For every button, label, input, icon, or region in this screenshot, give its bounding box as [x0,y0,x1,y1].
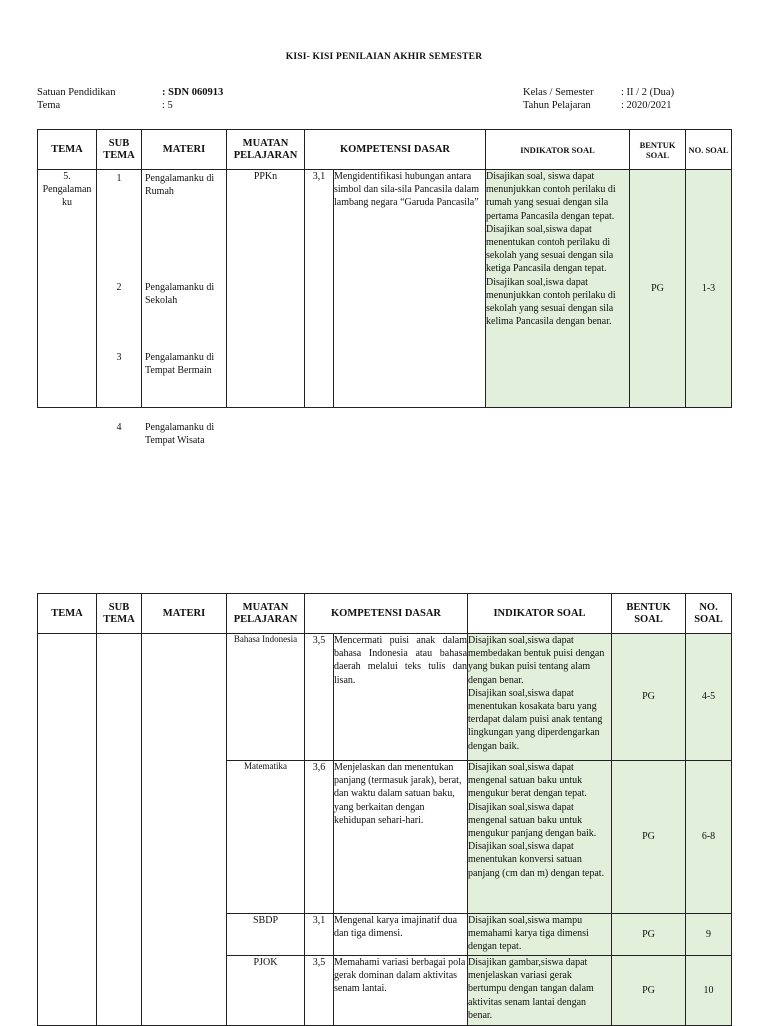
header-row [38,130,732,170]
indikator-item: Disajikan soal,siswa dapat membedakan bentuk puisi dengan yang bukan puisi tentang alam dengan benar. [468,635,605,686]
meta-label: Tema [37,100,61,111]
meta-value: : II / 2 (Dua) [621,87,675,98]
materi-cell [142,170,227,447]
header-muatan: MUATAN PELAJARAN [227,130,305,170]
header-materi: MATERI [142,130,227,170]
meta-row-satuan [37,86,223,99]
kd-text: Menjelaskan dan menentukan panjang (termasuk jarak), berat, dan waktu dalam satuan baku, yang berkaitan dengan kehidupan sehari-hari. [334,761,468,914]
subtema-item: 3 [116,352,122,363]
indikator-item: Disajikan soal,iswa dapat menunjukkan contoh perilaku di sekolah yang sesuai dengan sila kelima Pancasila dengan benar. [486,276,616,328]
no-soal-cell: 9 [686,914,732,956]
materi-cell [142,634,227,1026]
bentuk-cell: PG [630,170,686,408]
table-row [38,170,732,408]
subtema-item: 4 [116,422,122,433]
no-soal-cell: 10 [686,956,732,1026]
kd-text: Mencermati puisi anak dalam bahasa Indonesia atau bahasa daerah melalui teks tulis dan lisan. [334,634,468,761]
bentuk-cell: PG [612,956,686,1026]
page-title: KISI- KISI PENILAIAN AKHIR SEMESTER [285,52,483,62]
indikator-cell [486,170,630,408]
meta-row-tahun [523,99,674,112]
header-kd: KOMPETENSI DASAR [305,594,468,634]
indikator-cell [468,956,612,1026]
subtema-item: 1 [116,173,122,184]
bentuk-cell: PG [612,634,686,761]
muatan-cell: Bahasa Indonesia [227,634,305,761]
header-subtema: SUB TEMA [97,594,142,634]
header-indikator: INDIKATOR SOAL [486,130,630,170]
header-muatan: MUATAN PELAJARAN [227,594,305,634]
indikator-item: Disajikan soal,siswa dapat mengenal satuan baku untuk mengukur berat dengan tepat. [468,762,587,800]
materi-item: Pengalamanku di Sekolah [145,282,215,307]
header-no: NO. SOAL [686,594,732,634]
kd-number: 3,1 [305,914,334,956]
header-indikator: INDIKATOR SOAL [468,594,612,634]
no-soal-cell: 4-5 [686,634,732,761]
meta-row-kelas [523,86,674,99]
header-tema: TEMA [38,594,97,634]
table-row [38,634,732,761]
kd-number: 3,6 [305,761,334,914]
tema-cell [38,634,97,1026]
bentuk-cell: PG [612,761,686,914]
no-soal-cell: 6-8 [686,761,732,914]
muatan-cell: PJOK [227,956,305,1026]
tema-cell: 5. Pengalaman ku [38,170,97,408]
meta-value: : 5 [162,100,173,111]
header-subtema: SUB TEMA [97,130,142,170]
meta-label: Kelas / Semester [523,87,594,98]
indikator-item: Disajikan soal,siswa dapat menentukan kosakata baru yang terdapat dalam puisi anak tentang lingkungan yang diperdengarkan dengan baik. [468,687,603,752]
meta-value: : 2020/2021 [621,100,672,111]
header-tema: TEMA [38,130,97,170]
kd-text: Memahami variasi berbagai pola gerak dominan dalam aktivitas senam lantai. [334,956,468,1026]
kd-number: 3,5 [305,634,334,761]
header-bentuk: BENTUK SOAL [630,130,686,170]
indikator-cell [468,914,612,956]
materi-item: Pengalamanku di Tempat Bermain [145,352,215,377]
muatan-cell: SBDP [227,914,305,956]
kd-text: Mengenal karya imajinatif dua dan tiga dimensi. [334,914,468,956]
subtema-cell [97,634,142,1026]
meta-left [37,86,223,112]
muatan-cell: PPKn [227,170,305,408]
indikator-item: Disajikan soal, siswa dapat menunjukkan contoh perilaku di rumah yang sesuai dengan sila pertama Pancasila dengan tepat. [486,171,616,222]
indikator-item: Disajikan gambar,siswa dapat menjelaskan variasi gerak bertumpu dengan tangan dalam aktivitas senam lantai dengan benar. [468,957,594,1021]
meta-value: : SDN 060913 [162,87,224,98]
meta-label: Satuan Pendidikan [37,87,116,98]
indikator-item: Disajikan soal,siswa dapat mengenal satuan baku untuk mengukur panjang dengan baik. [468,801,597,840]
kisi-table-2 [37,593,732,1026]
kd-number: 3,5 [305,956,334,1026]
kd-number: 3,1 [305,170,334,408]
indikator-cell [468,761,612,914]
kisi-table-1 [37,129,732,447]
meta-right [523,86,674,112]
meta-label: Tahun Pelajaran [523,100,591,111]
muatan-cell: Matematika [227,761,305,914]
indikator-item: Disajikan soal,siswa dapat menentukan contoh perilaku di sekolah yang sesuai dengan sila ketiga Pancasila dengan tepat. [486,223,614,275]
bentuk-cell: PG [612,914,686,956]
no-soal-cell: 1-3 [686,170,732,408]
header-kd: KOMPETENSI DASAR [305,130,486,170]
header-bentuk: BENTUK SOAL [612,594,686,634]
indikator-item: Disajikan soal,siswa dapat menentukan konversi satuan panjang (cm dan m) dengan tepat. [468,841,605,879]
indikator-cell [468,634,612,761]
subtema-item: 2 [116,282,122,293]
materi-item: Pengalamanku di Rumah [145,173,215,198]
kd-text: Mengidentifikasi hubungan antara simbol dan sila-sila Pancasila dalam lambang negara “Garuda Pancasila” [334,170,486,408]
subtema-cell [97,170,142,433]
header-materi: MATERI [142,594,227,634]
materi-item: Pengalamanku di Tempat Wisata [145,422,215,447]
indikator-item: Disajikan soal,siswa mampu memahami karya tiga dimensi dengan tepat. [468,915,589,953]
meta-row-tema [37,99,223,112]
header-no: NO. SOAL [686,130,732,170]
header-row [38,594,732,634]
